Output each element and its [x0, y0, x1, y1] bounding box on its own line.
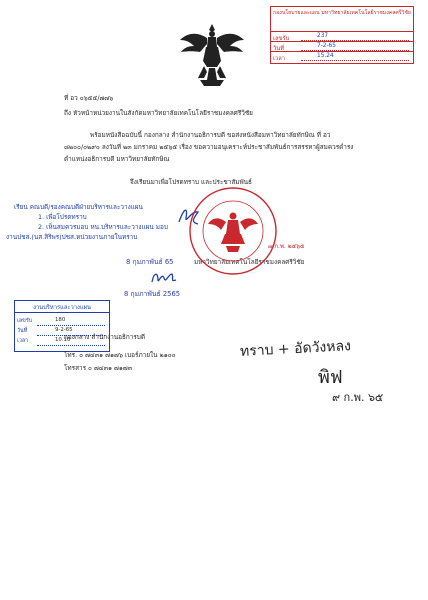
- receipt-label-date: วันที่: [273, 46, 285, 52]
- sender-office: กองกลาง สำนักงานอธิการบดี: [64, 333, 145, 341]
- handwritten-date: ๙ ก.พ. ๖๕: [332, 391, 384, 404]
- annotation-line-1: เรียน คณบดี/รองคณบดีฝ่ายบริหารและวางแผน: [14, 203, 143, 211]
- department-stamp-header: งานบริหารและวางแผน: [33, 305, 91, 311]
- body-line-1: พร้อมหนังสือฉบับนี้ กองกลาง สำนักงานอธิการบดี ขอส่งหนังสือมหาวิทยาลัยทักษิณ ที่ อว: [90, 131, 331, 139]
- sender-phone: โทร. ๐ ๗๔๓๑ ๗๑๗๖ เบอร์ภายใน ๒๑๐๐: [64, 351, 176, 359]
- signed-date-2: 8 กุมภาพันธ์ 2565: [124, 290, 181, 298]
- sender-fax: โทรสาร ๐ ๗๔๓๑ ๗๑๗๓: [64, 364, 133, 372]
- receipt-stamp-header: กองนโยบายและแผน มหาวิทยาลัยเทคโนโลยีราชมงคลศรีวิชัย: [273, 10, 411, 16]
- seal-date-text: ๗ ก.พ. ๒๕๖๕: [268, 243, 305, 250]
- department-label-date: วันที่: [17, 328, 28, 334]
- reference-number: ที่ อว ๐๖๕๕/๗๗๖: [64, 94, 114, 102]
- receipt-label-time: เวลา: [273, 56, 286, 62]
- closing-line: จึงเรียนมาเพื่อโปรดทราบ และประชาสัมพันธ์: [130, 178, 252, 186]
- garuda-emblem: [176, 20, 248, 90]
- signed-date-1: 8 กุมภาพันธ์ 65: [126, 258, 174, 266]
- receipt-value-date: 7-2-65: [317, 43, 336, 49]
- stamped-university-line: มหาวิทยาลัยเทคโนโลยีราชมงคลศรีวิชัย: [194, 258, 305, 266]
- department-value-date: 9-2-65: [55, 327, 73, 333]
- department-value-time: 10.10: [55, 337, 71, 343]
- department-label-number: เลขรับ: [17, 318, 33, 324]
- receipt-value-number: 237: [317, 33, 329, 39]
- department-value-number: 180: [55, 317, 66, 323]
- annotation-line-3: 2. เห็นสมควรมอบ หน.บริหารและวางแผน มอบ: [38, 223, 168, 231]
- handwritten-note: ทราบ + อัดวังหลง: [239, 338, 352, 360]
- body-line-3: ตำแหน่งอธิการบดี มหาวิทยาลัยทักษิณ: [64, 155, 170, 163]
- body-line-2: ๘๒๐๐/๐๒๙๐ ลงวันที่ ๒๓ มกราคม ๒๕๖๕ เรื่อง ขอความอนุเคราะห์ประชาสัมพันธ์การสรรหาผู้สมควรดำรง: [64, 143, 354, 151]
- receipt-stamp: [270, 6, 414, 64]
- receipt-label-number: เลขรับ: [273, 36, 290, 42]
- signature-scribble-2: [150, 268, 178, 288]
- university-seal-stamp: [188, 186, 278, 276]
- department-receipt-stamp: [14, 300, 110, 352]
- annotation-line-2: 1. เพื่อโปรดทราบ: [38, 213, 87, 221]
- department-label-time: เวลา: [17, 338, 29, 344]
- recipient-line: ถึง หัวหน้าหน่วยงานในสังกัดมหาวิทยาลัยเทคโนโลยีราชมงคลศรีวิชัย: [64, 109, 253, 117]
- annotation-line-4: งานปชส.(นส.สิริพร)ปชส.หน่วยงานภายในทราบ: [6, 233, 138, 241]
- receipt-value-time: 15.24: [317, 53, 334, 59]
- handwritten-initials: พิฟ: [318, 367, 343, 388]
